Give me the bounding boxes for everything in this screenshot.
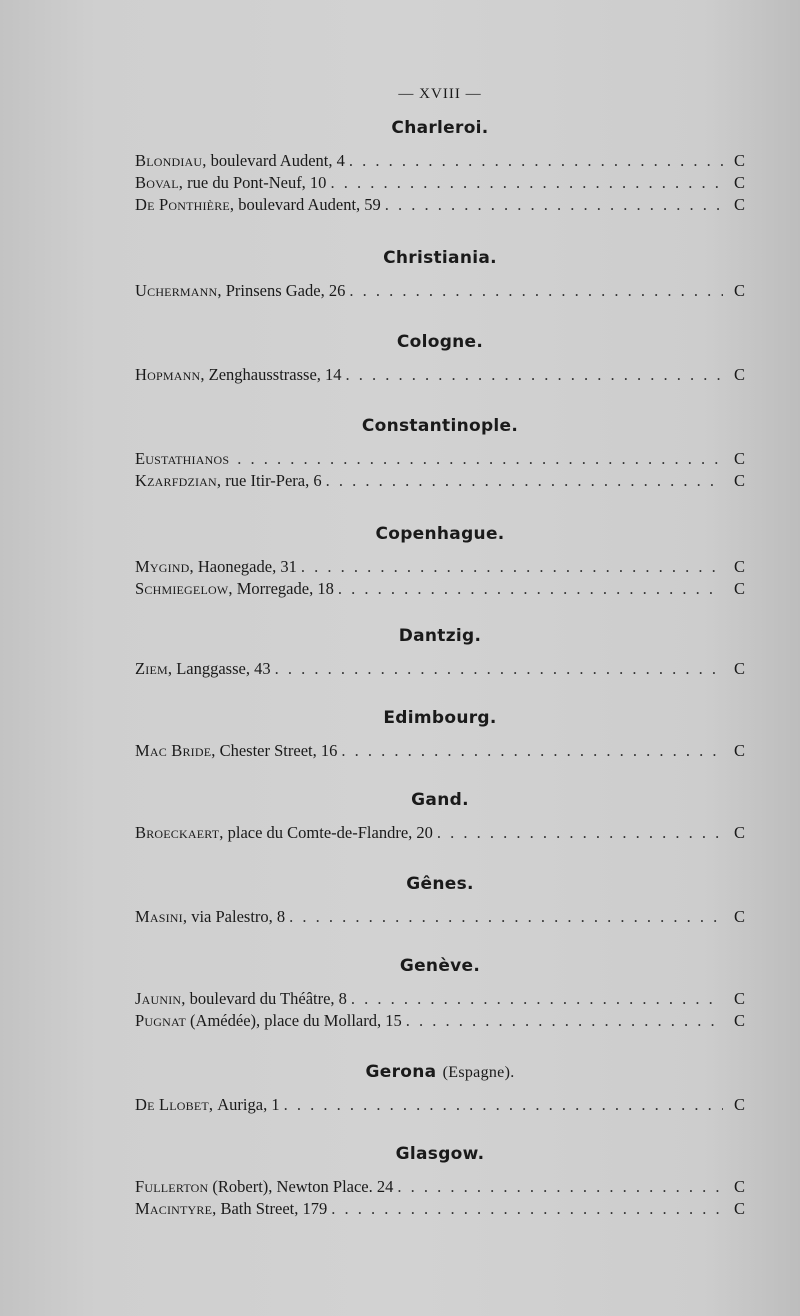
section-cologne: [135, 332, 745, 386]
section-heading: Edimbourg.: [383, 708, 497, 728]
list-item: Boval, rue du Pont-Neuf, 10 . . . C: [135, 172, 745, 194]
section-heading: Gênes.: [406, 874, 474, 894]
list-item: Hopmann, Zenghausstrasse, 14 . . . C: [135, 364, 745, 386]
section-heading: Charleroi.: [391, 118, 489, 138]
list-item: Masini, via Palestro, 8 . . . C: [135, 906, 745, 928]
section-heading: Glasgow.: [395, 1144, 485, 1164]
list-item: Jaunin, boulevard du Théâtre, 8 . . . C: [135, 988, 745, 1010]
section-charleroi: [135, 118, 745, 216]
list-item: Macintyre, Bath Street, 179 . . . C: [135, 1198, 745, 1220]
list-item: De Ponthière, boulevard Audent, 59 . . . C: [135, 194, 745, 216]
section-heading: Gerona (Espagne).: [365, 1062, 515, 1082]
section-glasgow: [135, 1144, 745, 1220]
list-item: Pugnat (Amédée), place du Mollard, 15 . . . C: [135, 1010, 745, 1032]
section-heading: Dantzig.: [398, 626, 482, 646]
section-geneve: [135, 956, 745, 1032]
list-item: Blondiau, boulevard Audent, 4 . . . C: [135, 150, 745, 172]
list-item: Ziem, Langgasse, 43 . . . C: [135, 658, 745, 680]
section-genes: [135, 874, 745, 928]
list-item: Kzarfdzian, rue Itir-Pera, 6 . . . C: [135, 470, 745, 492]
list-item: Uchermann, Prinsens Gade, 26 . . . C: [135, 280, 745, 302]
section-heading: Gand.: [411, 790, 469, 810]
list-item: Mac Bride, Chester Street, 16 . . . C: [135, 740, 745, 762]
section-christiania: [135, 248, 745, 302]
section-heading: Constantinople.: [361, 416, 519, 436]
page-number: — XVIII —: [398, 86, 482, 102]
list-item: Broeckaert, place du Comte-de-Flandre, 20 . . . C: [135, 822, 745, 844]
section-heading: Christiania.: [383, 248, 497, 268]
section-heading: Copenhague.: [375, 524, 505, 544]
section-gand: [135, 790, 745, 844]
list-item: De Llobet, Auriga, 1 . . . C: [135, 1094, 745, 1116]
list-item: Eustathianos . . . C: [135, 448, 745, 470]
list-item: Mygind, Haonegade, 31 . . . C: [135, 556, 745, 578]
section-dantzig: [135, 626, 745, 680]
section-copenhague: [135, 524, 745, 600]
section-edimbourg: [135, 708, 745, 762]
list-item: Fullerton (Robert), Newton Place. 24 . . . C: [135, 1176, 745, 1198]
section-constantinople: [135, 416, 745, 492]
section-heading: Cologne.: [396, 332, 484, 352]
section-gerona: [135, 1062, 745, 1116]
section-heading: Genève.: [399, 956, 481, 976]
list-item: Schmiegelow, Morregade, 18 . . . C: [135, 578, 745, 600]
